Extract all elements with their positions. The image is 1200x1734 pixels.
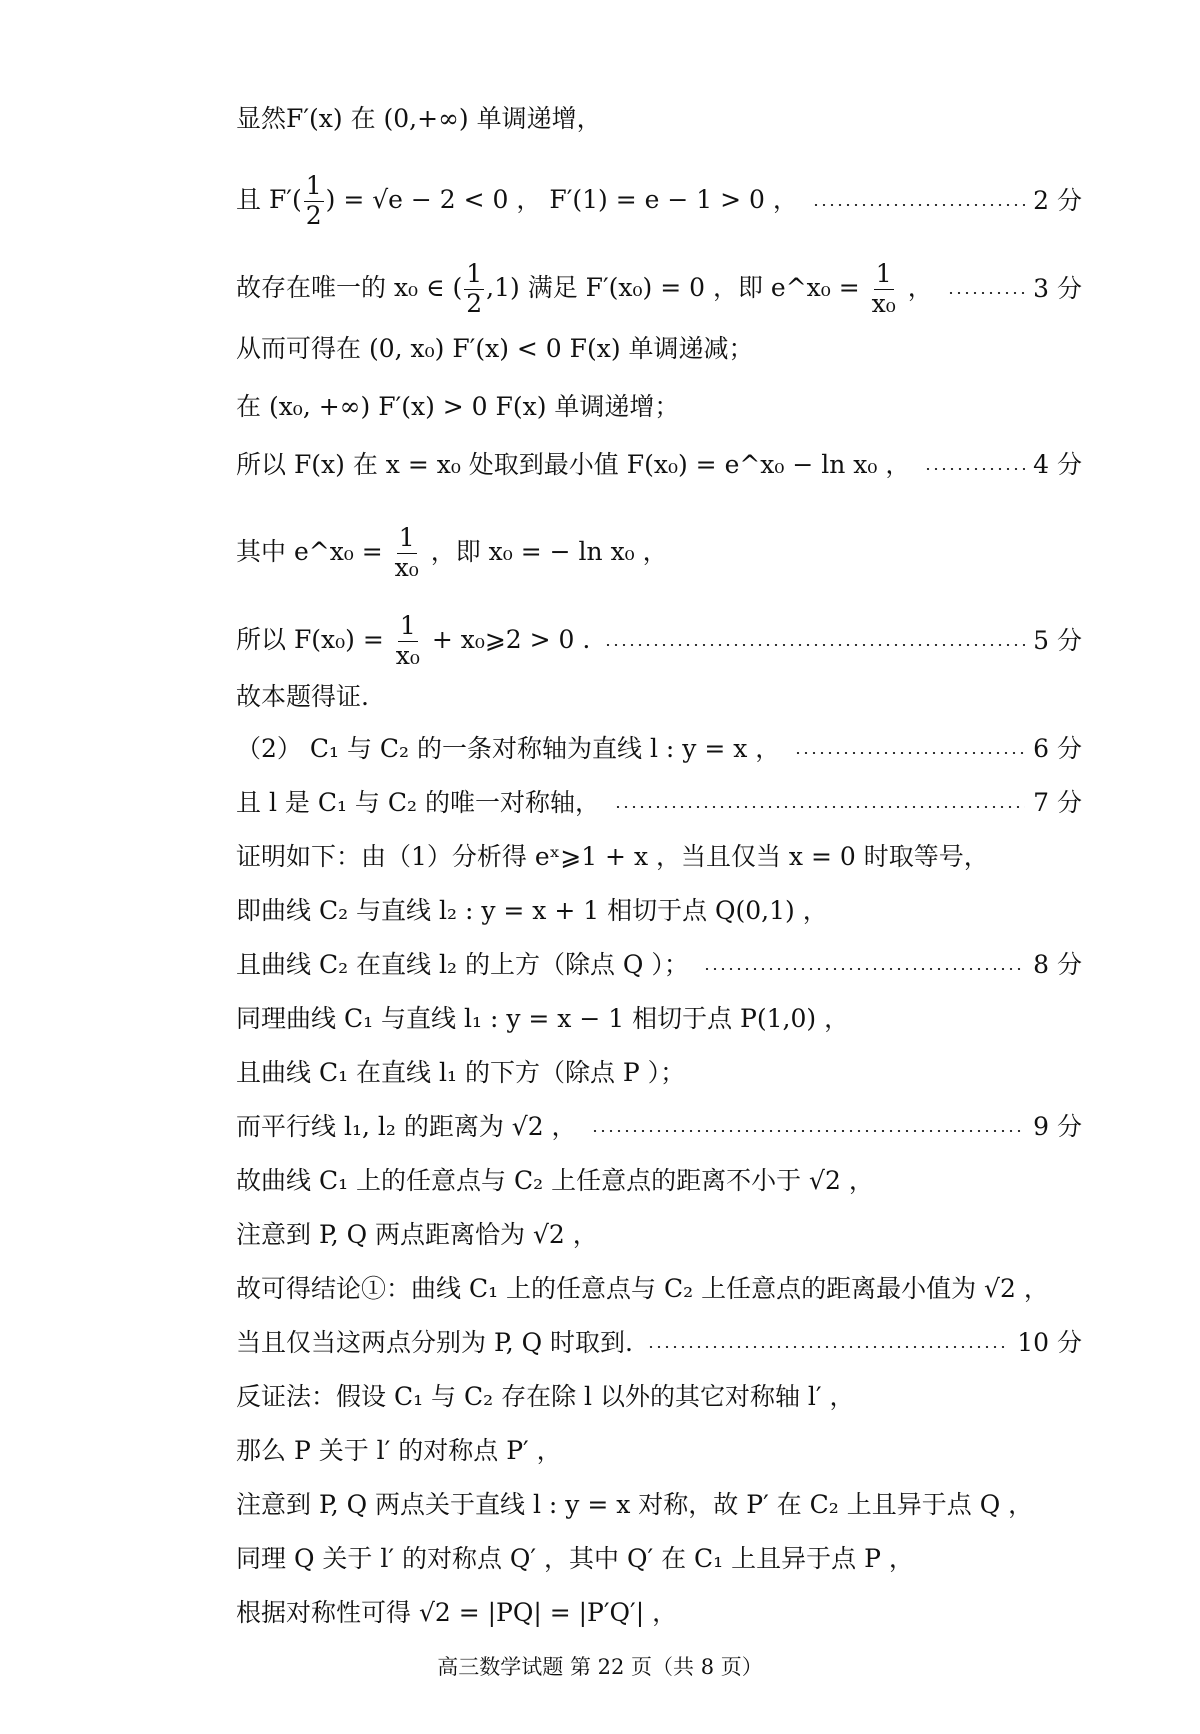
score-mark: 3 分: [1033, 274, 1082, 304]
line-content: [236, 1328, 633, 1358]
text-segment: 所以 F(x) 在 x = x₀ 处取到最小值 F(x₀) = e^x₀ − ln x₀ ，: [236, 450, 911, 479]
text-segment: 那么 P 关于 l′ 的对称点 P′ ，: [236, 1436, 562, 1465]
line-content: [236, 788, 600, 818]
line-content: [236, 682, 1082, 712]
fraction-numerator: 1: [399, 611, 416, 640]
line-content: [236, 450, 910, 480]
text-line: [236, 104, 1082, 134]
line-content: [236, 172, 798, 231]
text-line: [236, 334, 1082, 364]
fraction: [304, 172, 324, 231]
text-segment: 当且仅当这两点分别为 P, Q 时取到.: [236, 1328, 633, 1357]
text-segment: 而平行线 l₁, l₂ 的距离为 √2 ，: [236, 1112, 577, 1141]
text-segment: 故本题得证.: [236, 682, 369, 711]
text-line: [236, 1436, 1082, 1466]
text-segment: 根据对称性可得 √2 = |PQ| = |P′Q′| ，: [236, 1598, 678, 1627]
text-line: [236, 1382, 1082, 1412]
text-line: [236, 260, 1082, 319]
text-line: [236, 1544, 1082, 1574]
score-mark: 9 分: [1033, 1112, 1082, 1141]
text-segment: 证明如下：由（1）分析得 eˣ⩾1 + x ，当且仅当 x = 0 时取等号，: [236, 842, 989, 871]
fraction-numerator: 1: [398, 523, 415, 552]
line-content: [236, 1490, 1082, 1520]
text-segment: 在 (x₀, +∞) F′(x) > 0 F(x) 单调递增；: [236, 392, 680, 421]
text-line: [236, 896, 1082, 926]
line-content: [236, 1112, 577, 1142]
text-segment: 注意到 P, Q 两点距离恰为 √2 ，: [236, 1220, 598, 1249]
page-footer: 高三数学试题 第 22 页（共 8 页）: [437, 1655, 763, 1679]
score-mark: 8 分: [1033, 950, 1082, 979]
text-line: [236, 612, 1082, 671]
fraction: [870, 260, 898, 319]
text-segment: 故可得结论①：曲线 C₁ 上的任意点与 C₂ 上任意点的距离最小值为 √2 ，: [236, 1274, 1049, 1303]
score-mark: 10 分: [1017, 1328, 1082, 1357]
dot-leader: [614, 806, 1025, 808]
line-content: [236, 950, 689, 980]
text-segment: （2） C₁ 与 C₂ 的一条对称轴为直线 l : y = x ，: [236, 734, 781, 763]
text-segment: 且 F′(: [236, 184, 302, 214]
text-segment: 反证法：假设 C₁ 与 C₂ 存在除 l 以外的其它对称轴 l′ ，: [236, 1382, 855, 1411]
line-content: [236, 612, 590, 671]
fraction-numerator: 1: [875, 259, 892, 288]
text-segment: ) = √e − 2 < 0 ， F′(1) = e − 1 > 0 ，: [325, 184, 798, 214]
text-line: [236, 788, 1082, 818]
line-content: [236, 734, 780, 764]
line-content: [236, 524, 1082, 583]
line-content: [236, 896, 1082, 926]
line-content: [236, 1004, 1082, 1034]
line-content: [236, 842, 1082, 872]
text-line: [236, 842, 1082, 872]
text-line: [236, 1220, 1082, 1250]
line-content: [236, 334, 1082, 364]
fraction: [464, 260, 484, 319]
fraction-denominator: x₀: [871, 288, 896, 318]
fraction: [394, 612, 422, 671]
text-line: [236, 1328, 1082, 1358]
dot-leader: [604, 644, 1025, 646]
text-line: [236, 1274, 1082, 1304]
score-mark: 2 分: [1033, 186, 1082, 216]
text-segment: 且曲线 C₁ 在直线 l₁ 的下方（除点 P ）；: [236, 1058, 686, 1087]
score-mark: 7 分: [1033, 788, 1082, 817]
line-content: [236, 1220, 1082, 1250]
line-content: [236, 1544, 1082, 1574]
text-segment: 故曲线 C₁ 上的任意点与 C₂ 上任意点的距离不小于 √2 ，: [236, 1166, 874, 1195]
text-line: [236, 734, 1082, 764]
text-line: [236, 682, 1082, 712]
dot-leader: [947, 292, 1025, 294]
line-content: [236, 104, 1082, 134]
dot-leader: [703, 968, 1025, 970]
line-content: [236, 1274, 1082, 1304]
text-line: [236, 1004, 1082, 1034]
text-segment: 其中 e^x₀ =: [236, 536, 391, 566]
fraction-numerator: 1: [466, 259, 483, 288]
text-line: [236, 172, 1082, 231]
line-content: [236, 392, 1082, 422]
dot-leader: [812, 204, 1025, 206]
fraction-denominator: x₀: [394, 552, 419, 582]
dot-leader: [591, 1130, 1026, 1132]
text-line: [236, 1166, 1082, 1196]
text-segment: 且 l 是 C₁ 与 C₂ 的唯一对称轴，: [236, 788, 600, 817]
line-content: [236, 1166, 1082, 1196]
text-line: [236, 392, 1082, 422]
text-line: [236, 524, 1082, 583]
text-segment: ，即 x₀ = − ln x₀ ，: [422, 536, 668, 566]
score-mark: 4 分: [1033, 450, 1082, 479]
dot-leader: [647, 1346, 1009, 1348]
text-line: [236, 1490, 1082, 1520]
text-segment: ,1) 满足 F′(x₀) = 0 ，即 e^x₀ =: [486, 272, 868, 302]
text-line: [236, 450, 1082, 480]
text-segment: 所以 F(x₀) =: [236, 624, 392, 654]
fraction-denominator: 2: [466, 288, 483, 318]
text-line: [236, 950, 1082, 980]
text-segment: + x₀⩾2 > 0 .: [423, 624, 591, 654]
text-segment: ，: [899, 272, 933, 302]
fraction: [393, 524, 421, 583]
text-segment: 即曲线 C₂ 与直线 l₂ : y = x + 1 相切于点 Q(0,1) ，: [236, 896, 828, 925]
score-mark: 5 分: [1033, 626, 1082, 656]
score-mark: 6 分: [1033, 734, 1082, 763]
text-segment: 同理曲线 C₁ 与直线 l₁ : y = x − 1 相切于点 P(1,0) ，: [236, 1004, 850, 1033]
line-content: [236, 1058, 1082, 1088]
fraction-denominator: 2: [305, 200, 322, 230]
text-line: [236, 1112, 1082, 1142]
fraction-numerator: 1: [305, 171, 322, 200]
text-line: [236, 1058, 1082, 1088]
text-segment: 显然F′(x) 在 (0,+∞) 单调递增，: [236, 104, 602, 133]
text-segment: 故存在唯一的 x₀ ∈ (: [236, 272, 463, 302]
text-segment: 同理 Q 关于 l′ 的对称点 Q′ ，其中 Q′ 在 C₁ 上且异于点 P ，: [236, 1544, 914, 1573]
dot-leader: [924, 468, 1025, 470]
text-segment: 从而可得在 (0, x₀) F′(x) < 0 F(x) 单调递减；: [236, 334, 754, 363]
line-content: [236, 1598, 1082, 1628]
fraction-denominator: x₀: [395, 640, 420, 670]
line-content: [236, 1436, 1082, 1466]
text-segment: 注意到 P, Q 两点关于直线 l : y = x 对称，故 P′ 在 C₂ 上且异于点 Q ，: [236, 1490, 1034, 1519]
line-content: [236, 1382, 1082, 1412]
text-segment: 且曲线 C₂ 在直线 l₂ 的上方（除点 Q ）；: [236, 950, 689, 979]
dot-leader: [794, 752, 1025, 754]
line-content: [236, 260, 933, 319]
text-line: [236, 1598, 1082, 1628]
